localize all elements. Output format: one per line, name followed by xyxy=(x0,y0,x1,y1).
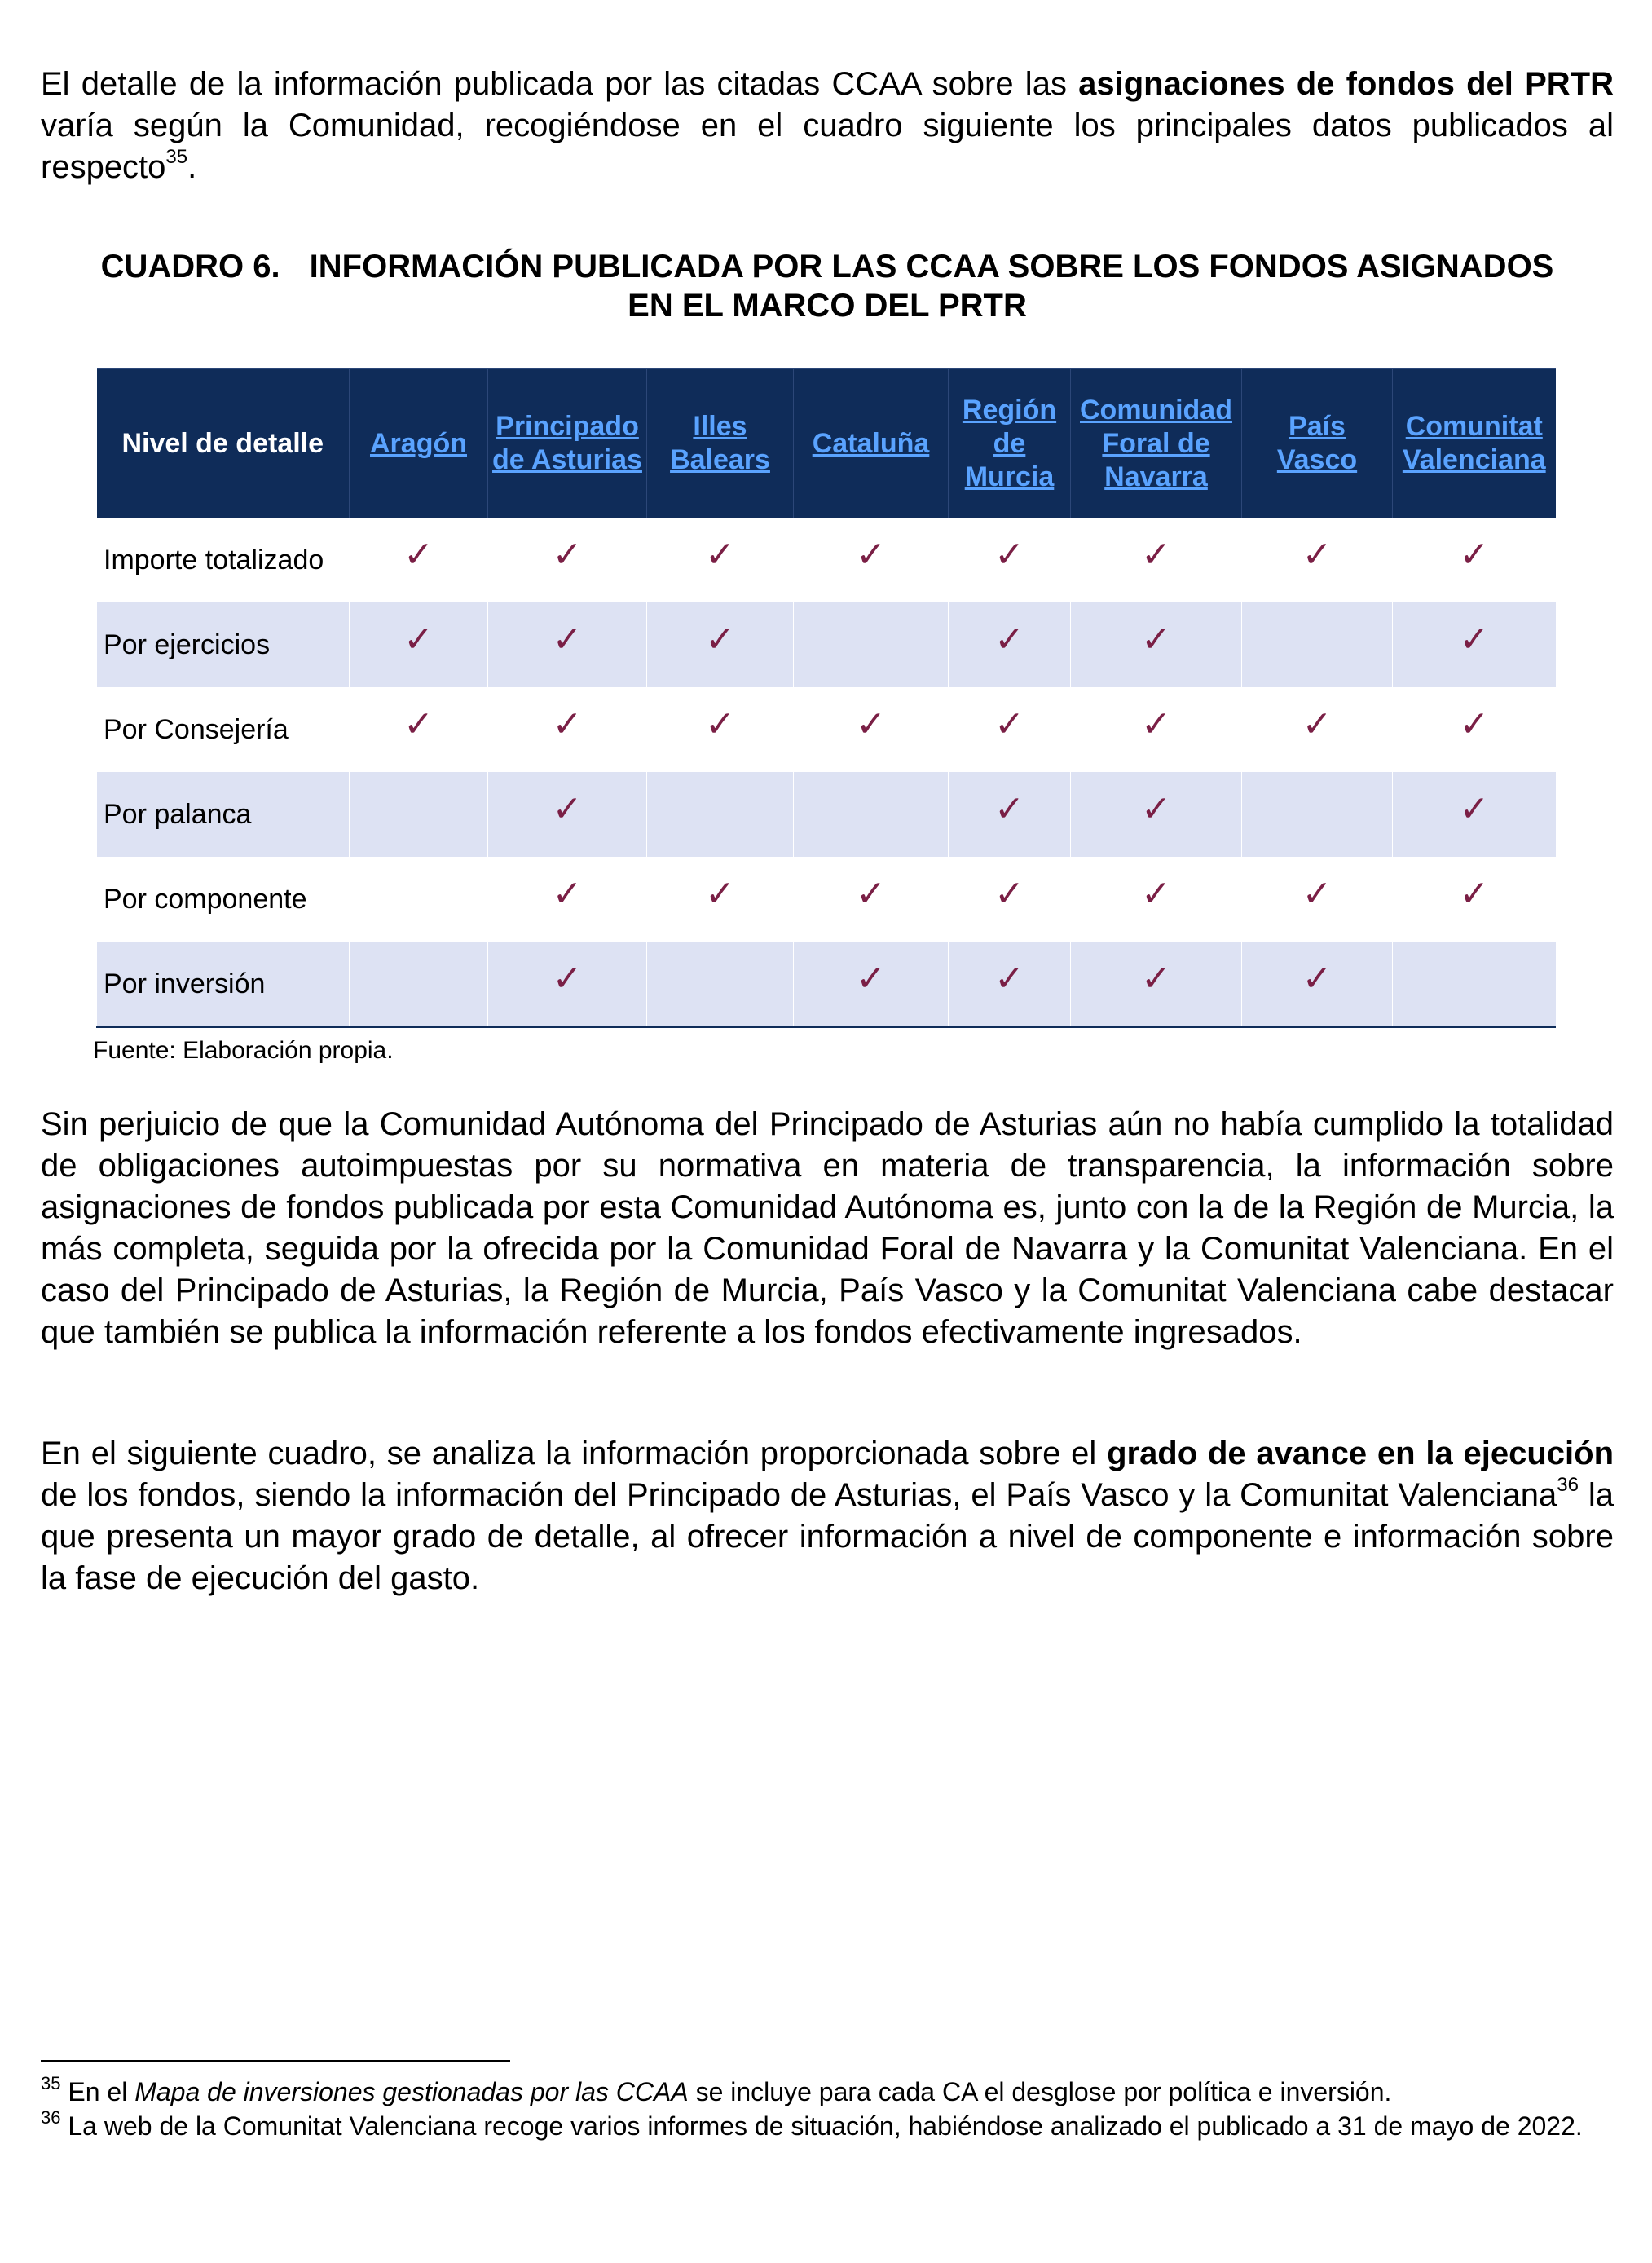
check-cell xyxy=(1071,518,1242,602)
footnote-ref-35[interactable]: 35 xyxy=(165,145,188,168)
check-icon: ✓ xyxy=(1141,873,1171,914)
check-icon: ✓ xyxy=(1141,534,1171,575)
check-cell xyxy=(488,857,647,942)
region-link[interactable]: Aragón xyxy=(370,427,467,459)
check-icon: ✓ xyxy=(994,873,1024,914)
check-icon: ✓ xyxy=(994,788,1024,829)
check-cell xyxy=(949,518,1071,602)
check-cell xyxy=(949,772,1071,857)
check-cell xyxy=(350,772,488,857)
check-icon: ✓ xyxy=(1141,619,1171,659)
footnote-35 xyxy=(41,2073,1614,2108)
table-row xyxy=(97,772,1556,857)
para3-text-1: En el siguiente cuadro, se analiza la información proporcionada sobre el xyxy=(41,1436,1108,1471)
table-row xyxy=(97,602,1556,687)
check-icon: ✓ xyxy=(1459,619,1490,659)
check-icon: ✓ xyxy=(994,619,1024,659)
check-cell xyxy=(488,772,647,857)
check-cell xyxy=(1393,518,1556,602)
intro-text-1: El detalle de la información publicada por las citadas CCAA sobre las xyxy=(41,66,1079,102)
intro-paragraph xyxy=(41,64,1614,188)
check-cell xyxy=(794,518,949,602)
check-icon: ✓ xyxy=(1302,534,1333,575)
row-label: Importe totalizado xyxy=(97,518,350,602)
check-cell xyxy=(949,687,1071,772)
header-region[interactable] xyxy=(647,369,794,518)
check-icon: ✓ xyxy=(1302,873,1333,914)
ccaa-info-table xyxy=(96,368,1556,1028)
check-cell xyxy=(350,687,488,772)
check-cell xyxy=(647,687,794,772)
check-icon: ✓ xyxy=(705,534,735,575)
footnote-number: 36 xyxy=(41,2107,61,2128)
check-cell xyxy=(1071,772,1242,857)
check-cell xyxy=(1393,942,1556,1027)
check-cell xyxy=(1242,518,1393,602)
header-region[interactable] xyxy=(1071,369,1242,518)
check-icon: ✓ xyxy=(1459,704,1490,744)
table-row xyxy=(97,857,1556,942)
header-region[interactable] xyxy=(350,369,488,518)
check-icon: ✓ xyxy=(552,704,583,744)
region-link[interactable]: Principado de Asturias xyxy=(492,411,642,475)
header-region[interactable] xyxy=(1242,369,1393,518)
check-cell xyxy=(794,857,949,942)
check-cell xyxy=(949,602,1071,687)
region-link[interactable]: Comunitat Valenciana xyxy=(1402,411,1546,475)
check-icon: ✓ xyxy=(705,873,735,914)
check-icon: ✓ xyxy=(1141,704,1171,744)
region-link[interactable]: País Vasco xyxy=(1276,411,1358,475)
check-icon: ✓ xyxy=(994,704,1024,744)
check-icon: ✓ xyxy=(1459,534,1490,575)
check-cell xyxy=(488,942,647,1027)
footnote-text: La web de la Comunitat Valenciana recoge varios informes de situación, habiéndose analizado el publicado a 31 de mayo de 2022. xyxy=(60,2111,1583,2141)
check-cell xyxy=(1071,602,1242,687)
header-region[interactable] xyxy=(949,369,1071,518)
check-icon: ✓ xyxy=(1141,958,1171,999)
check-icon: ✓ xyxy=(552,873,583,914)
check-cell xyxy=(794,772,949,857)
check-cell xyxy=(949,857,1071,942)
check-icon: ✓ xyxy=(1302,958,1333,999)
check-cell xyxy=(350,857,488,942)
check-cell xyxy=(488,602,647,687)
check-icon: ✓ xyxy=(403,619,434,659)
table-header-row xyxy=(97,369,1556,518)
check-icon: ✓ xyxy=(1459,788,1490,829)
row-label: Por palanca xyxy=(97,772,350,857)
check-cell xyxy=(647,518,794,602)
check-cell xyxy=(1393,857,1556,942)
check-cell xyxy=(1242,857,1393,942)
caption-number: CUADRO 6. xyxy=(100,249,280,285)
check-icon: ✓ xyxy=(1302,704,1333,744)
check-cell xyxy=(1071,687,1242,772)
body-paragraph-3 xyxy=(41,1433,1614,1599)
region-link[interactable]: Región de Murcia xyxy=(962,394,1057,492)
check-cell xyxy=(488,687,647,772)
check-cell xyxy=(1242,687,1393,772)
intro-text-2: varía según la Comunidad, recogiéndose en el cuadro siguiente los principales datos publicados al respecto xyxy=(41,108,1614,185)
check-cell xyxy=(1071,942,1242,1027)
intro-text-3: . xyxy=(187,149,197,185)
caption-title: INFORMACIÓN PUBLICADA POR LAS CCAA SOBRE LOS FONDOS ASIGNADOS EN EL MARCO DEL PRTR xyxy=(309,249,1554,324)
header-region[interactable] xyxy=(794,369,949,518)
header-nivel-detalle: Nivel de detalle xyxy=(97,369,350,518)
check-icon: ✓ xyxy=(705,619,735,659)
check-cell xyxy=(647,942,794,1027)
check-cell xyxy=(350,518,488,602)
header-region[interactable] xyxy=(1393,369,1556,518)
intro-bold-text: asignaciones de fondos del PRTR xyxy=(1078,66,1614,102)
check-icon: ✓ xyxy=(994,958,1024,999)
check-cell xyxy=(949,942,1071,1027)
check-icon: ✓ xyxy=(705,704,735,744)
check-cell xyxy=(1393,602,1556,687)
footnote-separator xyxy=(41,2060,510,2062)
check-icon: ✓ xyxy=(856,958,886,999)
check-icon: ✓ xyxy=(994,534,1024,575)
check-cell xyxy=(647,857,794,942)
region-link[interactable]: Comunidad Foral de Navarra xyxy=(1080,394,1232,492)
footnote-italic-text: Mapa de inversiones gestionadas por las CCAA xyxy=(134,2077,689,2106)
table-row xyxy=(97,942,1556,1027)
check-icon: ✓ xyxy=(552,958,583,999)
check-cell xyxy=(1393,687,1556,772)
check-cell xyxy=(1393,772,1556,857)
check-icon: ✓ xyxy=(552,534,583,575)
region-link[interactable]: Illes Balears xyxy=(670,411,770,475)
para3-text-2: de los fondos, siendo la información del Principado de Asturias, el País Vasco y la Comunitat Valenciana xyxy=(41,1477,1557,1513)
check-cell xyxy=(794,942,949,1027)
check-cell xyxy=(488,518,647,602)
footnote-ref-36[interactable]: 36 xyxy=(1557,1473,1579,1496)
check-cell xyxy=(1242,772,1393,857)
footnote-number: 35 xyxy=(41,2073,61,2094)
check-cell xyxy=(794,602,949,687)
table-row xyxy=(97,518,1556,602)
row-label: Por ejercicios xyxy=(97,602,350,687)
check-icon: ✓ xyxy=(552,619,583,659)
check-icon: ✓ xyxy=(1141,788,1171,829)
check-cell xyxy=(350,942,488,1027)
check-icon: ✓ xyxy=(1459,873,1490,914)
check-icon: ✓ xyxy=(552,788,583,829)
row-label: Por inversión xyxy=(97,942,350,1027)
row-label: Por componente xyxy=(97,857,350,942)
check-icon: ✓ xyxy=(403,704,434,744)
region-link[interactable]: Cataluña xyxy=(812,427,930,459)
check-cell xyxy=(350,602,488,687)
para3-text-3: la que presenta un mayor grado de detalle, al ofrecer información a nivel de componente e información sobre la fase de ejecución del gasto. xyxy=(41,1477,1614,1596)
check-icon: ✓ xyxy=(403,534,434,575)
row-label: Por Consejería xyxy=(97,687,350,772)
table-row xyxy=(97,687,1556,772)
check-cell xyxy=(1242,602,1393,687)
footnote-36 xyxy=(41,2107,1614,2142)
check-cell xyxy=(647,772,794,857)
para3-bold-text: grado de avance en la ejecución xyxy=(1107,1436,1614,1471)
check-icon: ✓ xyxy=(856,873,886,914)
check-cell xyxy=(647,602,794,687)
footnote-text: se incluye para cada CA el desglose por política e inversión. xyxy=(688,2077,1392,2106)
table-source: Fuente: Elaboración propia. xyxy=(93,1037,394,1064)
body-paragraph-2: Sin perjuicio de que la Comunidad Autónoma del Principado de Asturias aún no había cumplido la totalidad de obligaciones autoimpuestas por su normativa en materia de transparencia, la información sobre asignaciones de fondos publicada por esta Comunidad Autónoma es, junto con la de la Región de Murcia, la más completa, seguida por la ofrecida por la Comunidad Foral de Navarra y la Comunitat Valenciana. En el caso del Principado de Asturias, la Región de Murcia, País Vasco y la Comunitat Valenciana cabe destacar que también se publica la información referente a los fondos efectivamente ingresados. xyxy=(41,1106,1614,1350)
check-cell xyxy=(794,687,949,772)
check-cell xyxy=(1242,942,1393,1027)
check-icon: ✓ xyxy=(856,704,886,744)
check-cell xyxy=(1071,857,1242,942)
table-caption xyxy=(98,247,1557,325)
check-icon: ✓ xyxy=(856,534,886,575)
footnote-text: En el xyxy=(60,2077,135,2106)
header-region[interactable] xyxy=(488,369,647,518)
